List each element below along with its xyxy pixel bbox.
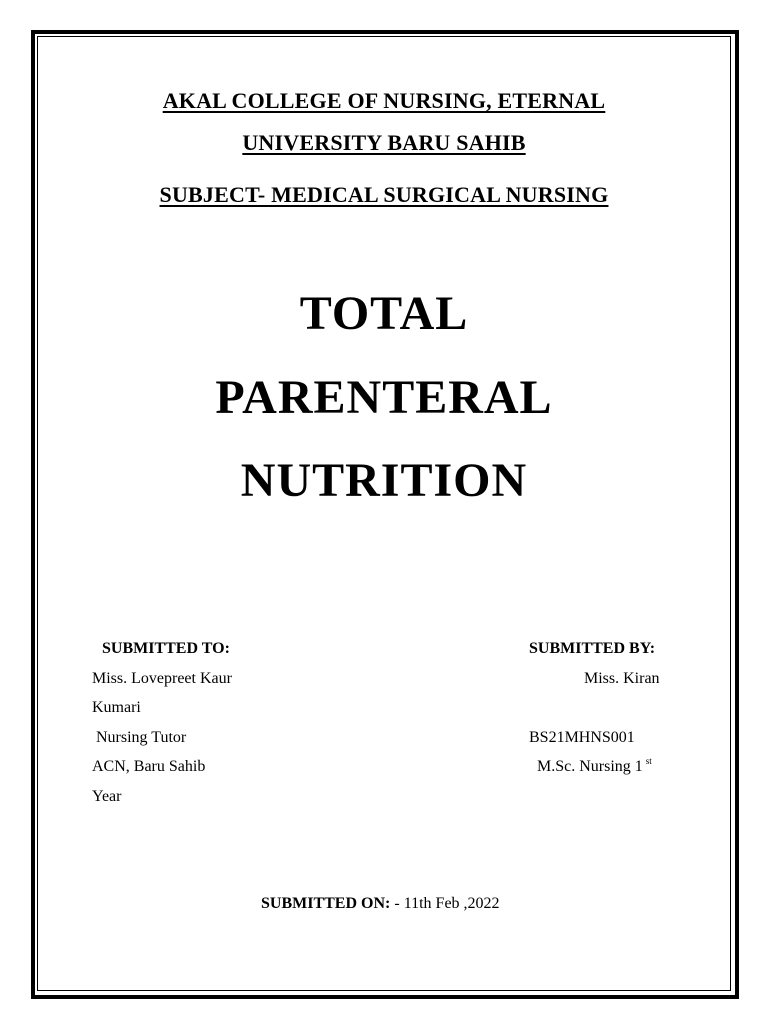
submitted-to-label: SUBMITTED TO: [102,640,230,657]
page-border-inner [37,36,731,991]
title-line2: PARENTERAL [215,371,553,424]
submitted-to-name-cont: Kumari [92,699,141,716]
submitted-by-id: BS21MHNS001 [529,729,635,746]
title-line1: TOTAL [299,287,469,340]
submitted-by-label: SUBMITTED BY: [529,640,656,657]
submitted-by-course [537,758,652,776]
submitted-by-course-text: M.Sc. Nursing 1 [537,758,643,775]
title-line3: NUTRITION [240,454,528,507]
submitted-on-value: - 11th Feb ,2022 [390,895,500,912]
college-name-line1: AKAL COLLEGE OF NURSING, ETERNAL [162,88,606,113]
submitted-on [261,895,500,913]
submitted-to-role: Nursing Tutor [92,729,187,746]
submitted-by-course-sup: st [645,756,652,766]
college-name-line2: UNIVERSITY BARU SAHIB [242,130,526,155]
submitted-to-place: ACN, Baru Sahib [92,758,206,775]
submitted-to-trailing: Year [92,788,122,805]
submitted-by-name: Miss. Kiran [584,670,660,687]
submitted-on-label: SUBMITTED ON: [261,895,391,912]
submitted-to-name: Miss. Lovepreet Kaur [92,670,232,687]
subject-heading: SUBJECT- MEDICAL SURGICAL NURSING [159,182,609,207]
